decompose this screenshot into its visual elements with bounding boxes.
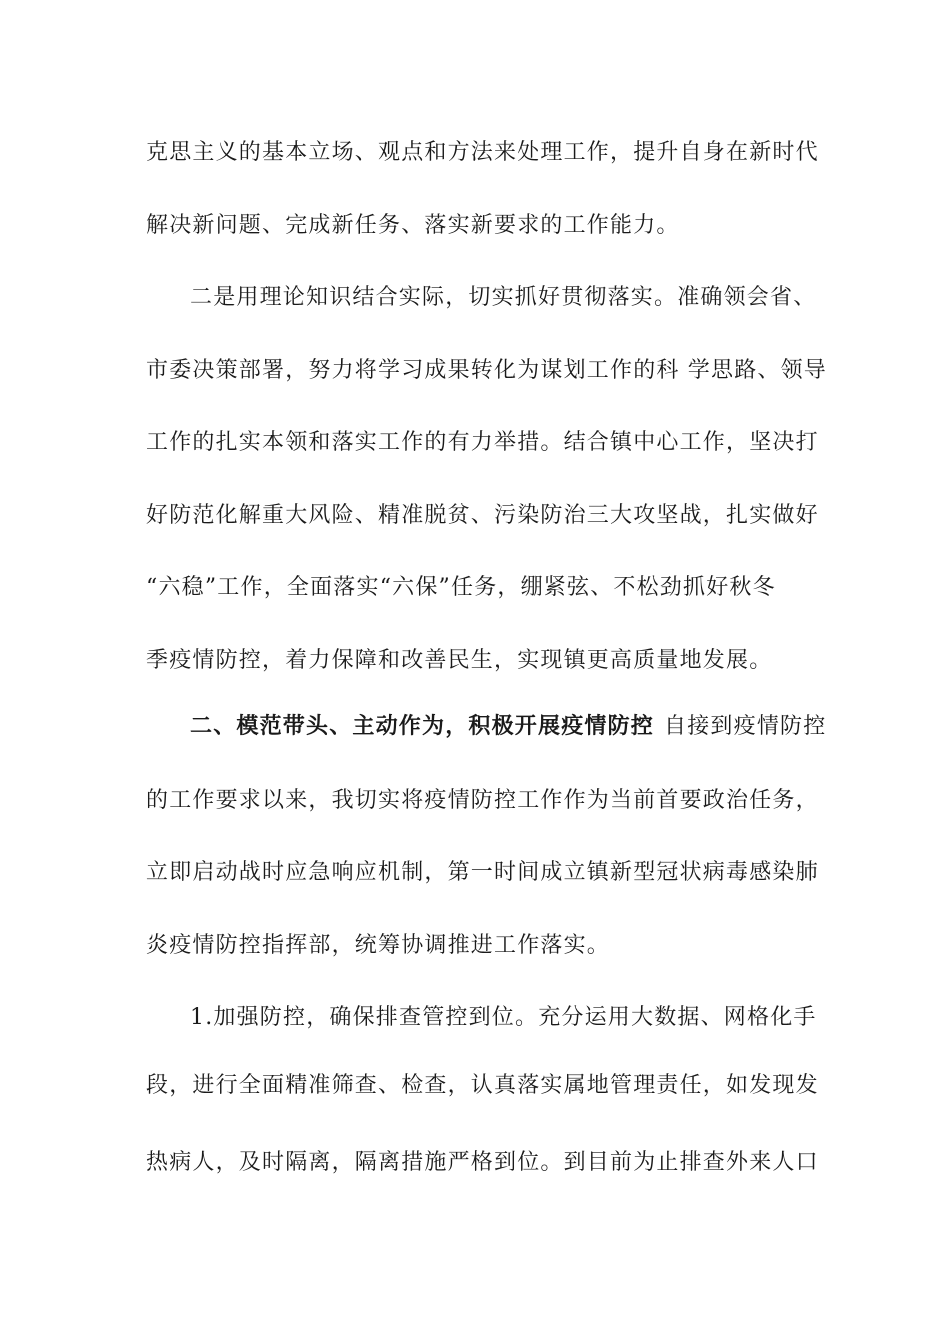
section-heading-line [190, 711, 860, 742]
paragraph-line: 的工作要求以来，我切实将疫情防控工作作为当前首要政治任务， [146, 788, 819, 813]
paragraph-line: 市委决策部署，努力将学习成果转化为谋划工作的科 学思路、领导 [146, 358, 827, 383]
paragraph-line: “六稳”工作，全面落实“六保”任务，绷紧弦、不松劲抓好秋冬 [146, 575, 776, 600]
paragraph-line: 二是用理论知识结合实际，切实抓好贯彻落实。准确领会省、 [190, 285, 817, 310]
paragraph-line: 解决新问题、完成新任务、落实新要求的工作能力。 [146, 213, 680, 238]
paragraph-line: 季疫情防控，着力保障和改善民生，实现镇更高质量地发展。 [146, 648, 773, 673]
paragraph-line: 段，进行全面精准筛查、检查，认真落实属地管理责任，如发现发 [146, 1073, 819, 1098]
section-heading: 二、模范带头、主动作为，积极开展疫情防控 [190, 713, 655, 739]
paragraph-line: 热病人，及时隔离，隔离措施严格到位。到目前为止排查外来人口 [146, 1150, 819, 1175]
paragraph-line: 立即启动战时应急响应机制，第一时间成立镇新型冠状病毒感染肺 [146, 860, 819, 885]
paragraph-line: 1.加强防控，确保排查管控到位。充分运用大数据、网格化手 [190, 1005, 817, 1030]
paragraph-line: 好防范化解重大风险、精准脱贫、污染防治三大攻坚战，扎实做好 [146, 503, 819, 528]
paragraph-line: 克思主义的基本立场、观点和方法来处理工作，提升自身在新时代 [146, 140, 819, 165]
paragraph-line: 炎疫情防控指挥部，统筹协调推进工作落实。 [146, 933, 611, 958]
paragraph-line: 工作的扎实本领和落实工作的有力举措。结合镇中心工作，坚决打 [146, 430, 819, 455]
heading-continuation: 自接到疫情防控 [664, 714, 827, 739]
